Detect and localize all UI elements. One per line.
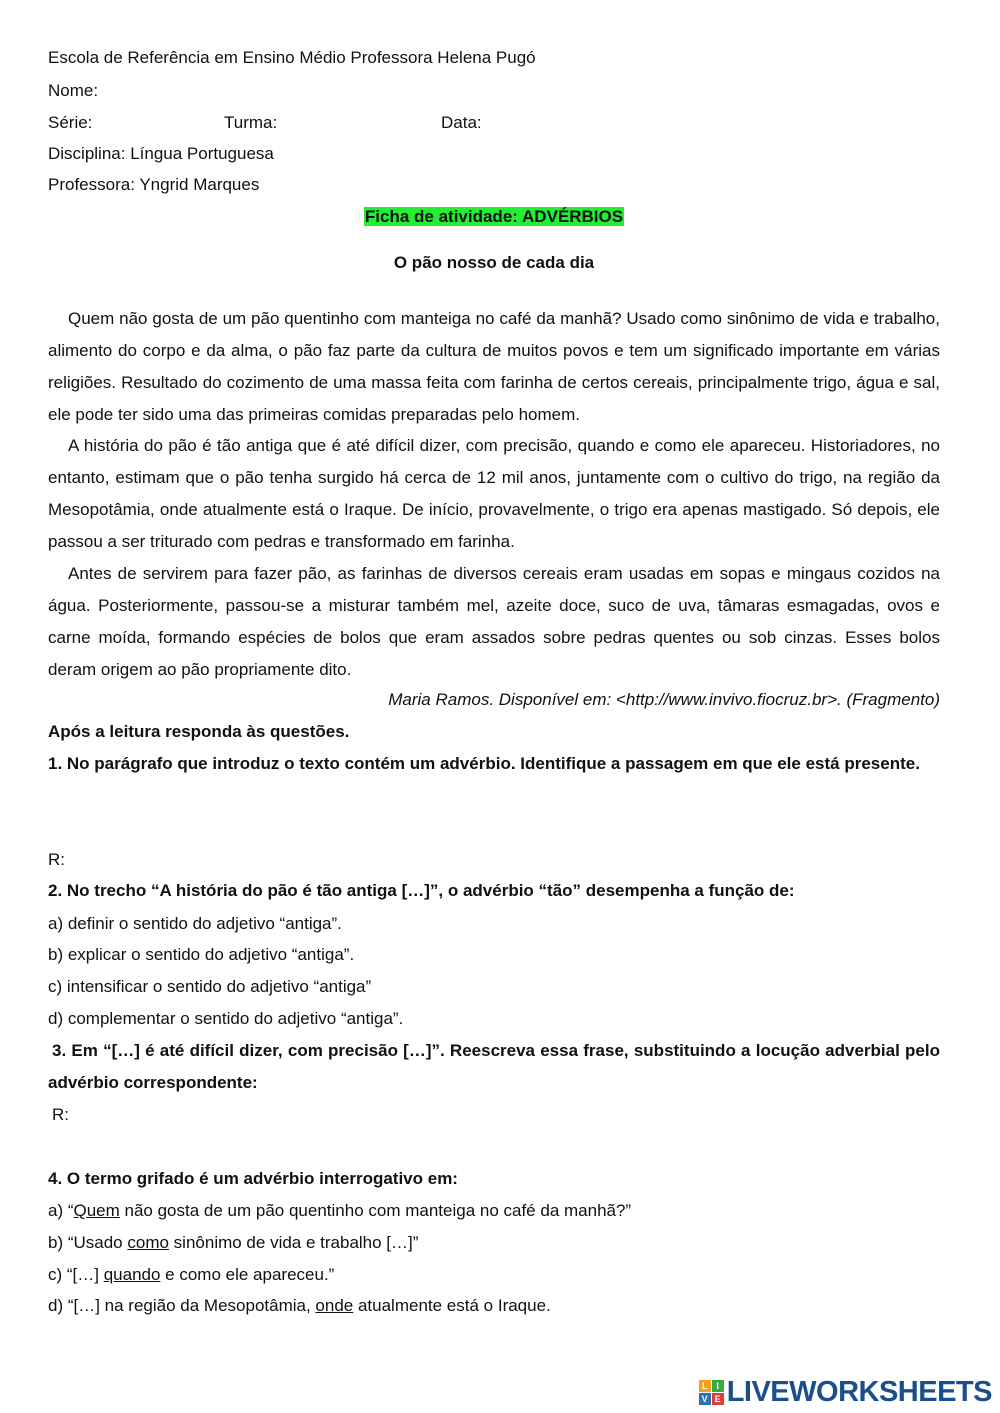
logo-letter: E <box>712 1393 724 1405</box>
turma-label: Turma: <box>224 113 278 132</box>
instruction: Após a leitura responda às questões. <box>48 722 350 741</box>
question-2-option-d: d) complementar o sentido do adjetivo “antiga”. <box>48 1009 404 1028</box>
serie-turma-data-row <box>48 113 940 133</box>
question-4: 4. O termo grifado é um advérbio interrogativo em: <box>48 1169 458 1188</box>
paragraph-3: Antes de servirem para fazer pão, as farinhas de diversos cereais eram usadas em sopas e mingaus cozidos na água. Posteriormente, passou-se a misturar também mel, azeite doce, suco de uva, tâmaras esmagadas, ovos e carne moída, formando espécies de bolos que eram assados sobre pedras quentes ou sob cinzas. Esses bolos deram origem ao pão propriamente dito. <box>48 564 940 679</box>
worksheet-title <box>48 207 940 227</box>
worksheet-title-text: Ficha de atividade: ADVÉRBIOS <box>364 207 624 226</box>
question-2-option-a: a) definir o sentido do adjetivo “antiga”. <box>48 914 342 933</box>
disciplina-label: Disciplina: Língua Portuguesa <box>48 144 274 163</box>
question-1-answer-label: R: <box>48 850 65 869</box>
question-2-option-c: c) intensificar o sentido do adjetivo “antiga” <box>48 977 372 996</box>
logo-text: LIVEWORKSHEETS <box>726 1376 992 1408</box>
option-suffix: e como ele apareceu.” <box>160 1265 335 1284</box>
text-source: Maria Ramos. Disponível em: <http://www.invivo.fiocruz.br>. (Fragmento) <box>388 690 940 709</box>
nome-field-label: Nome: <box>48 81 99 100</box>
paragraph-1: Quem não gosta de um pão quentinho com manteiga no café da manhã? Usado como sinônimo de vida e trabalho, alimento do corpo e da alma, o pão faz parte da cultura de muitos povos e tem um significado importante em várias religiões. Resultado do cozimento de uma massa feita com farinha de certos cereais, principalmente trigo, água e sal, ele pode ter sido uma das primeiras comidas preparadas pelo homem. <box>48 309 940 424</box>
option-suffix: sinônimo de vida e trabalho […]” <box>168 1233 419 1252</box>
question-1: 1. No parágrafo que introduz o texto contém um advérbio. Identifique a passagem em que ele está presente. <box>48 754 920 773</box>
question-3: 3. Em “[…] é até difícil dizer, com precisão […]”. Reescreva essa frase, substituindo a locução adverbial pelo advérbio correspondente: <box>48 1041 940 1092</box>
question-4-option-a <box>48 1201 631 1221</box>
text-title: O pão nosso de cada dia <box>393 253 595 272</box>
question-4-option-d <box>48 1296 551 1316</box>
underlined-term: como <box>127 1233 169 1252</box>
liveworksheets-logo[interactable] <box>699 1376 992 1409</box>
question-3-answer-label: R: <box>52 1105 69 1124</box>
logo-letter: V <box>699 1393 711 1405</box>
option-prefix: a) “ <box>48 1201 74 1220</box>
underlined-term: onde <box>315 1296 354 1315</box>
question-2-option-b: b) explicar o sentido do adjetivo “antiga”. <box>48 945 355 964</box>
underlined-term: quando <box>103 1265 161 1284</box>
option-prefix: c) “[…] <box>48 1265 104 1284</box>
option-suffix: não gosta de um pão quentinho com manteiga no café da manhã?” <box>119 1201 632 1220</box>
option-prefix: b) “Usado <box>48 1233 128 1252</box>
logo-blocks-icon <box>699 1380 724 1405</box>
question-4-option-c <box>48 1265 334 1285</box>
logo-letter: L <box>699 1380 711 1392</box>
option-suffix: atualmente está o Iraque. <box>353 1296 551 1315</box>
option-prefix: d) “[…] na região da Mesopotâmia, <box>48 1296 316 1315</box>
school-name: Escola de Referência em Ensino Médio Professora Helena Pugó <box>48 48 536 67</box>
paragraph-2: A história do pão é tão antiga que é até difícil dizer, com precisão, quando e como ele apareceu. Historiadores, no entanto, estimam que o pão tenha surgido há cerca de 12 mil anos, juntamente com o cultivo do trigo, na região da Mesopotâmia, onde atualmente está o Iraque. De início, provavelmente, o trigo era apenas mastigado. Só depois, ele passou a ser triturado com pedras e transformado em farinha. <box>48 436 940 551</box>
professora-label: Professora: Yngrid Marques <box>48 175 260 194</box>
question-2: 2. No trecho “A história do pão é tão antiga […]”, o advérbio “tão” desempenha a função de: <box>48 881 795 900</box>
serie-label: Série: <box>48 113 93 132</box>
data-label: Data: <box>441 113 482 132</box>
logo-letter: I <box>712 1380 724 1392</box>
question-4-option-b <box>48 1233 418 1253</box>
underlined-term: Quem <box>73 1201 120 1220</box>
